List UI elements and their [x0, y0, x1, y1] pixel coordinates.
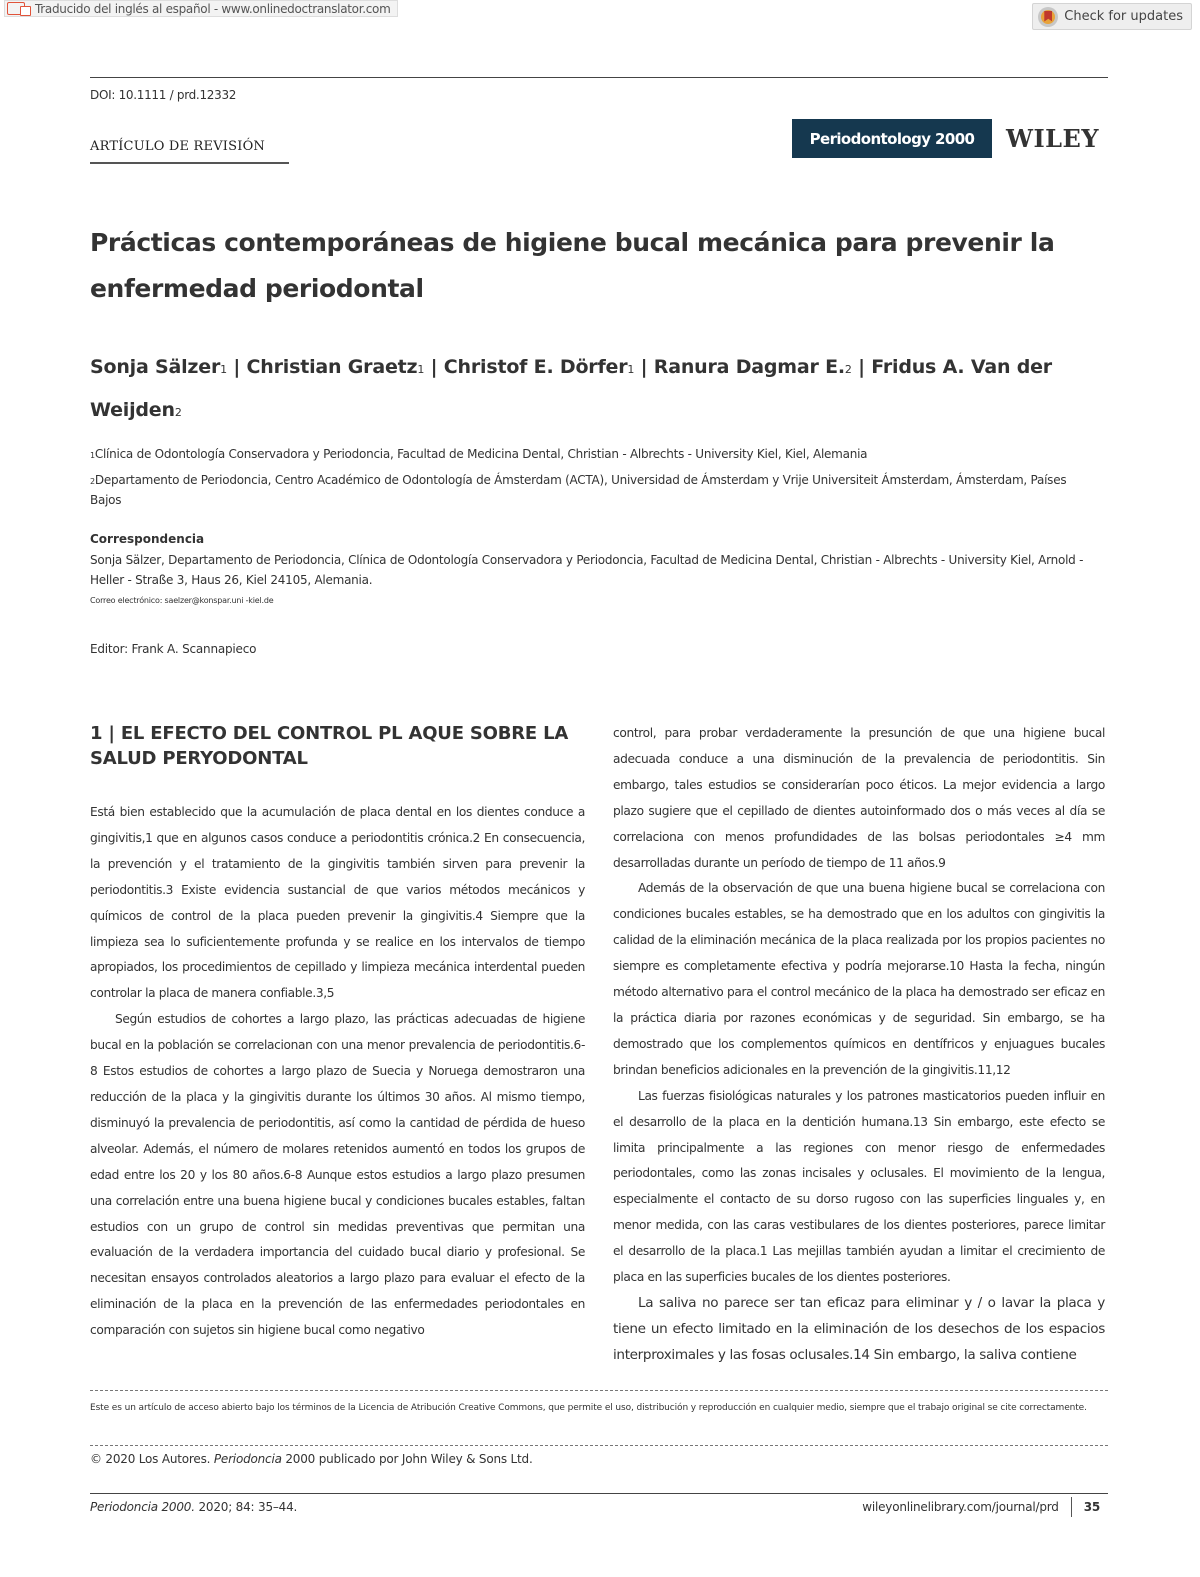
license-notice: Este es un artículo de acceso abierto bajo los términos de la Licencia de Atribución Creative Commons, que permite el uso, distribución y reproducción en cualquier medio, siempre que el trabajo original se cite correctamente.	[90, 1403, 1087, 1413]
citation-details: 2020; 84: 35–44.	[198, 1500, 298, 1514]
footer-rule	[90, 1493, 1108, 1494]
affiliation-text: Clínica de Odontología Conservadora y Periodoncia, Facultad de Medicina Dental, Christian - Albrechts - University Kiel, Kiel, Alemania	[94, 447, 868, 461]
correspondence-email[interactable]: Correo electrónico: saelzer@konspar.uni -kiel.de	[90, 596, 274, 605]
affiliation-text: Departamento de Periodoncia, Centro Académico de Odontología de Ámsterdam (ACTA), Universidad de Ámsterdam y Vrije Universiteit Ámsterdam, Ámsterdam, Países Bajos	[90, 473, 1067, 507]
author-separator: |	[424, 356, 444, 378]
section-heading: 1 | EL EFECTO DEL CONTROL PL AQUE SOBRE LA SALUD PERYODONTAL	[90, 723, 569, 769]
journal-name: Periodontology 2000	[809, 129, 975, 148]
affiliation-number: 2	[90, 477, 95, 486]
article-type-label: ARTÍCULO DE REVISIÓN	[90, 139, 265, 154]
bookmark-badge-icon	[1038, 7, 1058, 27]
author-affil-marker: 1	[627, 363, 635, 376]
affiliation	[90, 445, 1090, 465]
copyright-line	[90, 1452, 533, 1466]
author-affil-marker: 1	[220, 363, 227, 376]
author-affil-marker: 1	[417, 363, 425, 376]
author-name[interactable]: Christof E. Dörfer	[443, 356, 628, 378]
body-paragraph: Además de la observación de que una buena higiene bucal se correlaciona con condiciones bucales estables, se ha demostrado que en los adultos con gingivitis la calidad de la eliminación mecánica de la placa realizada por los propios pacientes no siempre es completamente efectiva y podría mejorarse.10 Hasta la fecha, ningún método alternativo para el control mecánico de la placa ha demostrado ser eficaz en la práctica diaria por razones económicas y de seguridad. Sin embargo, se ha demostrado que los complementos químicos en dentífricos y enjuagues bucales brindan beneficios adicionales en la prevención de la gingivitis.11,12	[613, 881, 1105, 1077]
copyright-divider	[90, 1445, 1108, 1446]
correspondence-address: Sonja Sälzer, Departamento de Periodoncia, Clínica de Odontología Conservadora y Periodoncia, Facultad de Medicina Dental, Christian - Albrechts - University Kiel, Arnold - Heller - Straße 3, Haus 26, Kiel 24105, Alemania.	[90, 553, 1084, 587]
doi[interactable]: DOI: 10.1111 / prd.12332	[90, 88, 237, 102]
author-name[interactable]: Ranura Dagmar E.	[653, 356, 845, 378]
check-updates-label: Check for updates	[1064, 9, 1183, 24]
footer-separator	[1071, 1497, 1072, 1517]
affiliation	[90, 471, 1090, 510]
publisher-logo[interactable]: WILEY	[1006, 124, 1099, 153]
body-paragraph: La saliva no parece ser tan eficaz para eliminar y / o lavar la placa y tiene un efecto limitado en la eliminación de los desechos de los espacios interproximales y las fosas oclusales.14 Sin embargo, la saliva contiene	[613, 1294, 1105, 1363]
citation	[90, 1495, 297, 1519]
translator-banner[interactable]	[4, 0, 398, 17]
author-separator: |	[634, 356, 654, 378]
check-for-updates-button[interactable]	[1032, 3, 1192, 30]
journal-website-link[interactable]: wileyonlinelibrary.com/journal/prd	[862, 1500, 1059, 1514]
header-rule	[90, 77, 1108, 78]
license-divider	[90, 1390, 1108, 1391]
translator-banner-text[interactable]: Traducido del inglés al español - www.onlinedoctranslator.com	[35, 1, 391, 16]
copyright-journal: Periodoncia	[213, 1452, 282, 1466]
author-name[interactable]: Sonja Sälzer	[90, 356, 221, 378]
body-paragraph: Según estudios de cohortes a largo plazo, las prácticas adecuadas de higiene bucal en la población se correlacionan con una menor prevalencia de periodontitis.6-8 Estos estudios de cohortes a largo plazo de Suecia y Noruega demostraron una reducción de la placa y la gingivitis durante los últimos 30 años. Al mismo tiempo, disminuyó la prevalencia de periodontitis, así como la cantidad de pérdida de hueso alveolar. Además, el número de molares retenidos aumentó en todos los grupos de edad entre los 20 y los 80 años.6-8 Aunque estos estudios a largo plazo presumen una correlación entre una buena higiene bucal y condiciones bucales estables, faltan estudios con un grupo de control sin medidas preventivas que permitan una evaluación de la verdadera importancia del cuidado bucal diario y profesional. Se necesitan ensayos controlados aleatorios a largo plazo para evaluar el efecto de la eliminación de la placa en la prevención de las enfermedades periodontales en comparación con sujetos sin higiene bucal como negativo	[90, 1012, 585, 1338]
author-separator: |	[226, 356, 247, 378]
correspondence-heading: Correspondencia	[90, 532, 205, 546]
body-paragraph: Las fuerzas fisiológicas naturales y los patrones masticatorios pueden influir en el desarrollo de la placa en la dentición humana.13 Sin embargo, este efecto se limita principalmente a las regiones con menor riesgo de enfermedades periodontales, como las zonas incisales y oclusales. El movimiento de la lengua, especialmente el contacto de su dorso rugoso con las superficies linguales y, en menor medida, con las caras vestibulares de los dientes posteriores, parece limitar el desarrollo de la placa.1 Las mejillas también ayudan a limitar el crecimiento de placa en las superficies bucales de los dientes posteriores.	[613, 1088, 1105, 1285]
author-name[interactable]: Fridus A. Van der Weijden	[90, 356, 1052, 421]
body-paragraph: Está bien establecido que la acumulación de placa dental en los dientes conduce a gingivitis,1 que en algunos casos conduce a periodontitis crónica.2 En consecuencia, la prevención y el tratamiento de la gingivitis también sirven para prevenir la periodontitis.3 Existe evidencia sustancial de que varios métodos mecánicos y químicos de control de la placa pueden prevenir la gingivitis.4 Siempre que la limpieza sea lo suficientemente profunda y se realice en los intervalos de tiempo apropiados, los procedimientos de cepillado y limpieza mecánica interdental pueden controlar la placa de manera confiable.3,5	[90, 805, 585, 1001]
page-number: 35	[1083, 1500, 1100, 1514]
author-name[interactable]: Christian Graetz	[246, 356, 418, 378]
body-column-left	[90, 800, 585, 1344]
copyright-post: 2000 publicado por John Wiley & Sons Ltd.	[285, 1452, 533, 1466]
copyright-pre: © 2020 Los Autores.	[90, 1452, 211, 1466]
author-list	[90, 347, 1100, 433]
editor-line: Editor: Frank A. Scannapieco	[90, 642, 257, 656]
article-title: Prácticas contemporáneas de higiene bucal mecánica para prevenir la enfermedad periodontal	[90, 228, 1055, 303]
author-separator: |	[851, 356, 872, 378]
citation-journal: Periodoncia 2000.	[90, 1500, 195, 1514]
footer-right	[862, 1495, 1100, 1519]
body-column-right	[613, 721, 1105, 1369]
journal-badge[interactable]	[792, 119, 992, 158]
body-paragraph: control, para probar verdaderamente la presunción de que una higiene bucal adecuada conduce a una disminución de la prevalencia de periodontitis. Sin embargo, tales estudios se considerarían poco éticos. La mejor evidencia a largo plazo sugiere que el cepillado de dientes autoinformado dos o más veces al día se correlaciona con menos profundidades de las bolsas periodontales ≥4 mm desarrolladas durante un período de tiempo de 11 años.9	[613, 726, 1105, 870]
author-affil-marker: 2	[174, 406, 182, 419]
author-affil-marker: 2	[844, 363, 852, 376]
affiliation-number: 1	[90, 451, 95, 460]
translate-icon	[7, 2, 25, 15]
article-type-underline	[90, 162, 289, 164]
